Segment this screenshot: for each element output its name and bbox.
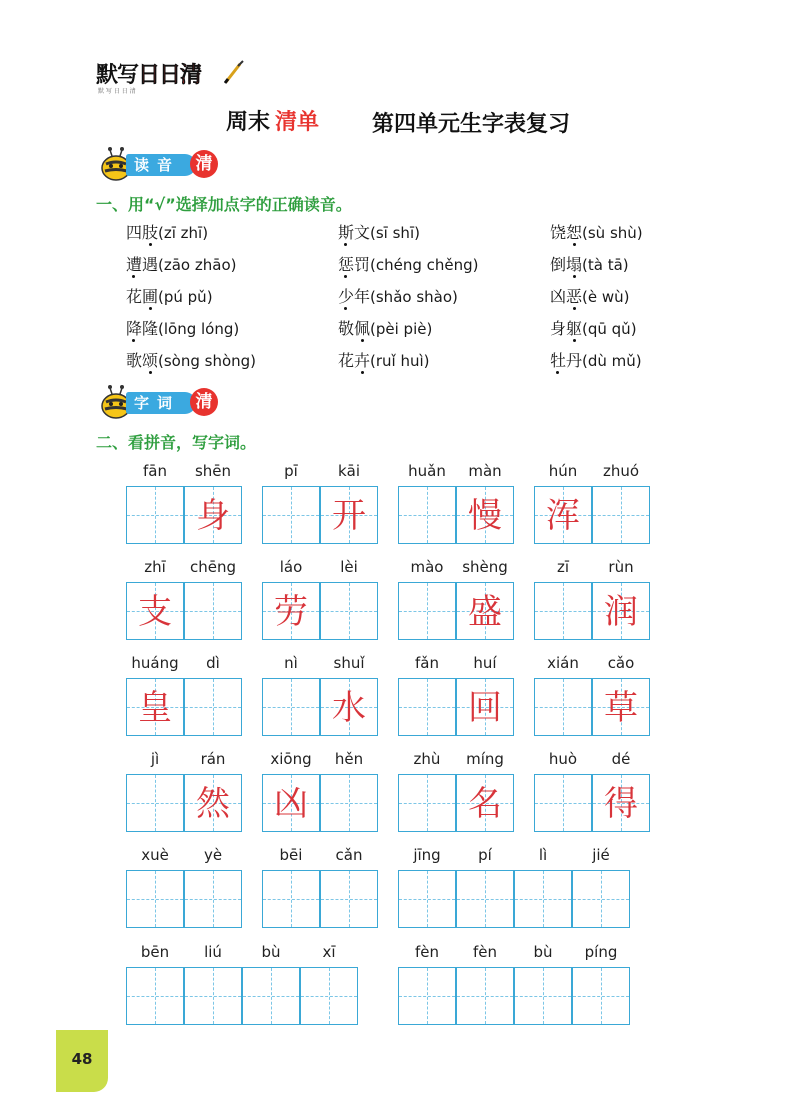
reading-word: 花卉 <box>338 351 371 370</box>
answer-character <box>457 968 513 1024</box>
pinyin-label: lèi <box>340 558 358 576</box>
writing-cell[interactable] <box>262 582 320 640</box>
answer-character <box>321 871 377 927</box>
reading-word: 少年 <box>338 287 371 306</box>
reading-item <box>126 316 239 339</box>
pinyin-label: liú <box>204 943 222 961</box>
answer-character: 然 <box>196 784 230 824</box>
answer-character <box>127 968 183 1024</box>
answer-character: 名 <box>468 784 502 824</box>
reading-pinyin-options[interactable]: (tà tā) <box>582 256 629 274</box>
emphasis-dot <box>573 243 576 246</box>
pinyin-label: cǎo <box>607 654 635 672</box>
pinyin-label: hěn <box>334 750 364 768</box>
pinyin-label: xián <box>547 654 579 672</box>
reading-item <box>338 316 432 339</box>
writing-cell[interactable] <box>398 870 456 928</box>
answer-character <box>185 679 241 735</box>
reading-word: 凶恶 <box>550 287 583 306</box>
pinyin-label: xiōng <box>270 750 312 768</box>
reading-pinyin-options[interactable]: (zāo zhāo) <box>158 256 237 274</box>
answer-character <box>515 968 571 1024</box>
pinyin-label: bù <box>533 943 553 961</box>
pinyin-label: fèn <box>414 943 440 961</box>
pinyin-label: bēi <box>279 846 303 864</box>
weekend-label: 周末 <box>226 110 271 135</box>
pinyin-label: dé <box>611 750 631 768</box>
reading-pinyin-options[interactable]: (pú pǔ) <box>158 288 213 306</box>
banner-seal: 清 <box>190 150 218 178</box>
emphasis-dot <box>149 371 152 374</box>
emphasis-dot <box>344 275 347 278</box>
writing-cell[interactable] <box>456 582 514 640</box>
answer-character: 身 <box>196 496 230 536</box>
pinyin-label: bù <box>261 943 281 961</box>
writing-cell[interactable] <box>398 774 456 832</box>
writing-cell[interactable] <box>262 486 320 544</box>
writing-cell[interactable] <box>456 870 514 928</box>
reading-pinyin-options[interactable]: (zī zhī) <box>158 224 209 242</box>
answer-character <box>321 583 377 639</box>
answer-character <box>399 968 455 1024</box>
emphasis-dot <box>361 371 364 374</box>
writing-cell[interactable] <box>184 582 242 640</box>
writing-cell[interactable] <box>184 967 242 1025</box>
writing-cell[interactable] <box>320 582 378 640</box>
answer-character <box>535 775 591 831</box>
answer-character <box>399 487 455 543</box>
brand-logo <box>96 58 201 89</box>
writing-cell[interactable] <box>184 486 242 544</box>
answer-character <box>263 679 319 735</box>
pinyin-label: rán <box>200 750 226 768</box>
section-banner-words <box>96 382 226 422</box>
writing-cell[interactable] <box>126 678 184 736</box>
reading-pinyin-options[interactable]: (shǎo shào) <box>370 288 458 306</box>
answer-character <box>399 871 455 927</box>
reading-word: 牡丹 <box>550 351 583 370</box>
writing-cell[interactable] <box>126 486 184 544</box>
pinyin-label: fèn <box>472 943 498 961</box>
writing-cell[interactable] <box>398 582 456 640</box>
answer-character <box>535 679 591 735</box>
answer-character: 草 <box>604 688 638 728</box>
reading-item <box>550 316 637 339</box>
writing-cell[interactable] <box>534 774 592 832</box>
reading-word: 花圃 <box>126 287 159 306</box>
answer-character <box>321 775 377 831</box>
writing-cell[interactable] <box>572 967 630 1025</box>
answer-character <box>263 871 319 927</box>
reading-item <box>126 252 236 275</box>
reading-item <box>550 284 630 307</box>
answer-character: 回 <box>468 688 502 728</box>
answer-character: 劳 <box>274 592 308 632</box>
pinyin-label: shēn <box>194 462 232 480</box>
pinyin-label: jīng <box>413 846 441 864</box>
emphasis-dot <box>132 275 135 278</box>
answer-character: 浑 <box>546 496 580 536</box>
answer-character <box>127 775 183 831</box>
brush-icon <box>224 60 244 84</box>
answer-character: 得 <box>604 784 638 824</box>
writing-cell[interactable] <box>184 870 242 928</box>
writing-cell[interactable] <box>514 870 572 928</box>
writing-cell[interactable] <box>184 774 242 832</box>
pinyin-label: huáng <box>131 654 179 672</box>
writing-cell[interactable] <box>242 967 300 1025</box>
writing-cell[interactable] <box>300 967 358 1025</box>
reading-item <box>338 284 458 307</box>
answer-character <box>399 679 455 735</box>
emphasis-dot <box>149 307 152 310</box>
answer-character <box>593 487 649 543</box>
pinyin-label: chēng <box>189 558 236 576</box>
answer-character <box>263 487 319 543</box>
reading-pinyin-options[interactable]: (chéng chěng) <box>370 256 479 274</box>
section-banner-reading <box>96 144 226 184</box>
banner-label: 字词 <box>126 392 196 414</box>
answer-character: 开 <box>332 496 366 536</box>
reading-item <box>126 284 213 307</box>
reading-item <box>550 220 643 243</box>
answer-character <box>515 871 571 927</box>
reading-word: 倒塌 <box>550 255 583 274</box>
writing-cell[interactable] <box>456 678 514 736</box>
answer-character <box>185 968 241 1024</box>
pinyin-label: shèng <box>462 558 508 576</box>
reading-item <box>338 348 430 371</box>
reading-word: 饶恕 <box>550 223 583 242</box>
pinyin-label: míng <box>466 750 504 768</box>
reading-item <box>126 220 208 243</box>
pinyin-label: hún <box>548 462 578 480</box>
reading-pinyin-options[interactable]: (pèi piè) <box>370 320 433 338</box>
page-number: 48 <box>71 1050 93 1068</box>
reading-word: 遭遇 <box>126 255 159 274</box>
answer-character: 凶 <box>274 784 308 824</box>
pinyin-label: zhī <box>144 558 166 576</box>
pinyin-label: rùn <box>608 558 634 576</box>
pinyin-label: zī <box>556 558 570 576</box>
answer-character <box>457 871 513 927</box>
pinyin-label: láo <box>279 558 303 576</box>
pinyin-label: huǎn <box>408 462 446 480</box>
pinyin-label: píng <box>584 943 618 961</box>
emphasis-dot <box>149 243 152 246</box>
task-2: 二、看拼音，写字词。 <box>96 433 257 452</box>
brand-part1: 默写 <box>96 63 139 88</box>
page-title: 第四单元生字表复习 <box>372 111 571 137</box>
pinyin-label: kāi <box>337 462 361 480</box>
emphasis-dot <box>132 339 135 342</box>
emphasis-dot <box>556 371 559 374</box>
reading-pinyin-options[interactable]: (è wù) <box>582 288 630 306</box>
writing-cell[interactable] <box>126 870 184 928</box>
answer-character: 慢 <box>468 496 502 536</box>
writing-cell[interactable] <box>592 678 650 736</box>
reading-word: 四肢 <box>126 223 159 242</box>
writing-cell[interactable] <box>262 774 320 832</box>
answer-character <box>399 775 455 831</box>
pinyin-label: yè <box>203 846 223 864</box>
answer-character: 润 <box>604 592 638 632</box>
brand-part2: 日日清 <box>138 63 202 88</box>
writing-cell[interactable] <box>126 582 184 640</box>
answer-character <box>243 968 299 1024</box>
reading-pinyin-options[interactable]: (ruǐ huì) <box>370 352 430 370</box>
writing-cell[interactable] <box>398 967 456 1025</box>
writing-cell[interactable] <box>592 774 650 832</box>
answer-character <box>399 583 455 639</box>
pinyin-label: jì <box>150 750 160 768</box>
reading-word: 斯文 <box>338 223 371 242</box>
pinyin-label: pī <box>284 462 298 480</box>
answer-character <box>185 871 241 927</box>
reading-word: 惩罚 <box>338 255 371 274</box>
reading-item <box>338 220 420 243</box>
task-1: 一、用“√”选择加点字的正确读音。 <box>96 195 352 214</box>
reading-pinyin-options[interactable]: (lōng lóng) <box>158 320 240 338</box>
emphasis-dot <box>344 243 347 246</box>
answer-character <box>127 871 183 927</box>
answer-character <box>301 968 357 1024</box>
emphasis-dot <box>573 307 576 310</box>
writing-cell[interactable] <box>320 774 378 832</box>
writing-cell[interactable] <box>514 967 572 1025</box>
pinyin-label: shuǐ <box>333 654 365 672</box>
emphasis-dot <box>573 339 576 342</box>
writing-cell[interactable] <box>534 678 592 736</box>
pinyin-label: nì <box>284 654 298 672</box>
pinyin-label: huí <box>473 654 497 672</box>
answer-character <box>127 487 183 543</box>
answer-character <box>573 968 629 1024</box>
answer-character <box>573 871 629 927</box>
writing-cell[interactable] <box>534 486 592 544</box>
answer-character: 皇 <box>138 688 172 728</box>
pinyin-label: xuè <box>141 846 169 864</box>
writing-cell[interactable] <box>398 486 456 544</box>
answer-character: 支 <box>138 592 172 632</box>
brand-subtitle: 默 写 日 日 清 <box>98 88 136 95</box>
reading-pinyin-options[interactable]: (sù shù) <box>582 224 643 242</box>
reading-word: 身躯 <box>550 319 583 338</box>
answer-character: 盛 <box>468 592 502 632</box>
writing-cell[interactable] <box>262 870 320 928</box>
reading-item <box>126 348 256 371</box>
reading-item <box>338 252 479 275</box>
pinyin-label: bēn <box>140 943 170 961</box>
pinyin-label: huò <box>548 750 578 768</box>
pinyin-label: zhuó <box>602 462 640 480</box>
writing-cell[interactable] <box>184 678 242 736</box>
pinyin-label: cǎn <box>335 846 363 864</box>
writing-cell[interactable] <box>320 870 378 928</box>
banner-seal: 清 <box>190 388 218 416</box>
answer-character: 水 <box>332 688 366 728</box>
pinyin-label: pí <box>478 846 492 864</box>
writing-cell[interactable] <box>320 678 378 736</box>
reading-word: 敬佩 <box>338 319 371 338</box>
reading-item <box>550 348 642 371</box>
pinyin-label: mào <box>410 558 444 576</box>
writing-cell[interactable] <box>126 774 184 832</box>
writing-cell[interactable] <box>398 678 456 736</box>
pinyin-label: jié <box>592 846 610 864</box>
answer-character <box>185 583 241 639</box>
emphasis-dot <box>344 307 347 310</box>
pinyin-label: xī <box>322 943 336 961</box>
pinyin-label: dì <box>206 654 220 672</box>
pinyin-label: lì <box>538 846 548 864</box>
writing-cell[interactable] <box>572 870 630 928</box>
writing-cell[interactable] <box>456 774 514 832</box>
reading-pinyin-options[interactable]: (sòng shòng) <box>158 352 257 370</box>
pinyin-label: fǎn <box>415 654 439 672</box>
reading-item <box>550 252 629 275</box>
emphasis-dot <box>361 339 364 342</box>
writing-cell[interactable] <box>456 486 514 544</box>
writing-cell[interactable] <box>126 967 184 1025</box>
writing-cell[interactable] <box>534 582 592 640</box>
answer-character <box>535 583 591 639</box>
writing-cell[interactable] <box>262 678 320 736</box>
writing-cell[interactable] <box>320 486 378 544</box>
pinyin-label: fān <box>143 462 167 480</box>
weekend-tag: 清单 <box>275 110 320 135</box>
pinyin-label: màn <box>468 462 502 480</box>
writing-cell[interactable] <box>592 486 650 544</box>
reading-pinyin-options[interactable]: (sī shī) <box>370 224 420 242</box>
emphasis-dot <box>573 275 576 278</box>
reading-pinyin-options[interactable]: (qū qǔ) <box>582 320 637 338</box>
writing-cell[interactable] <box>456 967 514 1025</box>
writing-cell[interactable] <box>592 582 650 640</box>
pinyin-label: zhù <box>413 750 441 768</box>
reading-word: 降隆 <box>126 319 159 338</box>
banner-label: 读音 <box>126 154 196 176</box>
reading-word: 歌颂 <box>126 351 159 370</box>
reading-pinyin-options[interactable]: (dù mǔ) <box>582 352 642 370</box>
